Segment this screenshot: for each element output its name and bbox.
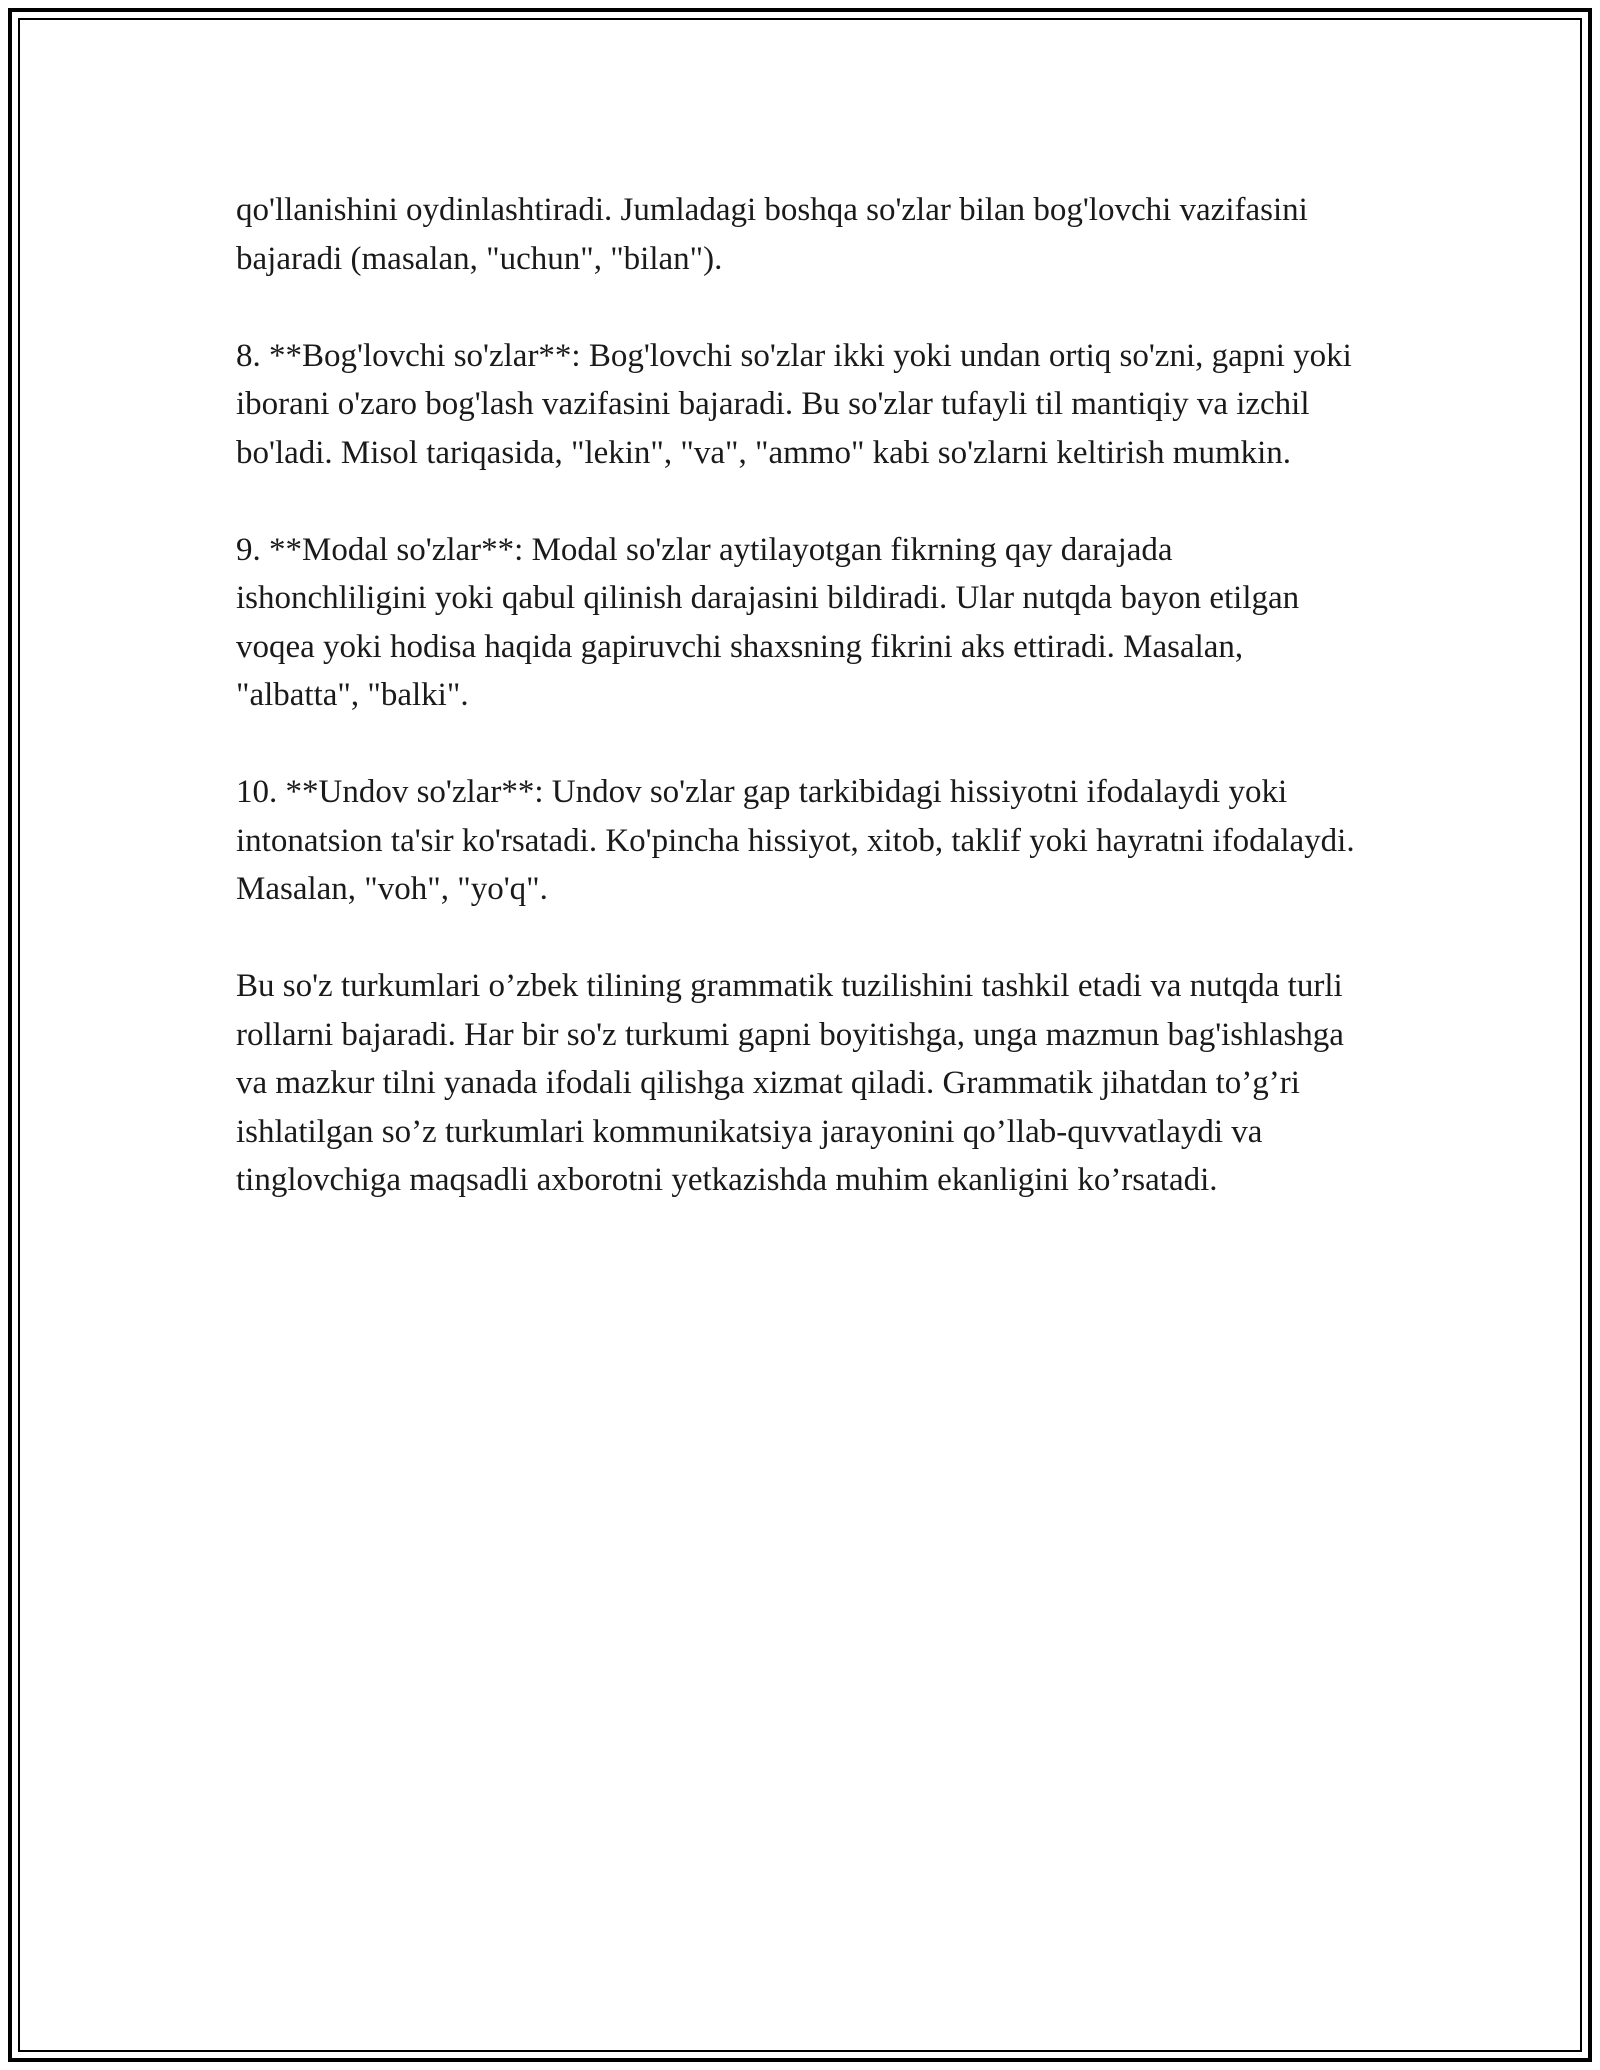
document-body [236,186,1366,1205]
paragraph-undov-sozlar: 10. **Undov so'zlar**: Undov so'zlar gap tarkibidagi hissiyotni ifodalaydi yoki intonatsion ta'sir ko'rsatadi. Ko'pincha hissiyot, xitob, taklif yoki hayratni ifodalaydi. Masalan, "voh", "yo'q". [236,774,1355,907]
paragraph-modal-sozlar: 9. **Modal so'zlar**: Modal so'zlar aytilayotgan fikrning qay darajada ishonchliligini yoki qabul qilinish darajasini bildiradi. Ular nutqda bayon etilgan voqea yoki hodisa haqida gapiruvchi shaxsning fikrini aks ettiradi. Masalan, "albatta", "balki". [236,531,1300,713]
paragraph-conclusion: Bu so'z turkumlari o’zbek tilining grammatik tuzilishini tashkil etadi va nutqda turli rollarni bajaradi. Har bir so'z turkumi gapni boyitishga, unga mazmun bag'ishlashga va mazkur tilni yanada ifodali qilishga xizmat qiladi. Grammatik jihatdan to’g’ri ishlatilgan so’z turkumlari kommunikatsiya jarayonini qo’llab-quvvatlaydi va tinglovchiga maqsadli axborotni yetkazishda muhim ekanligini ko’rsatadi. [236,968,1344,1198]
paragraph-continuation: qo'llanishini oydinlashtiradi. Jumladagi boshqa so'zlar bilan bog'lovchi vazifasini bajaradi (masalan, "uchun", "bilan"). [236,192,1308,277]
paragraph-boglovchi-sozlar: 8. **Bog'lovchi so'zlar**: Bog'lovchi so'zlar ikki yoki undan ortiq so'zni, gapni yoki iborani o'zaro bog'lash vazifasini bajaradi. Bu so'zlar tufayli til mantiqiy va izchil bo'ladi. Misol tariqasida, "lekin", "va", "ammo" kabi so'zlarni keltirish mumkin. [236,337,1352,471]
